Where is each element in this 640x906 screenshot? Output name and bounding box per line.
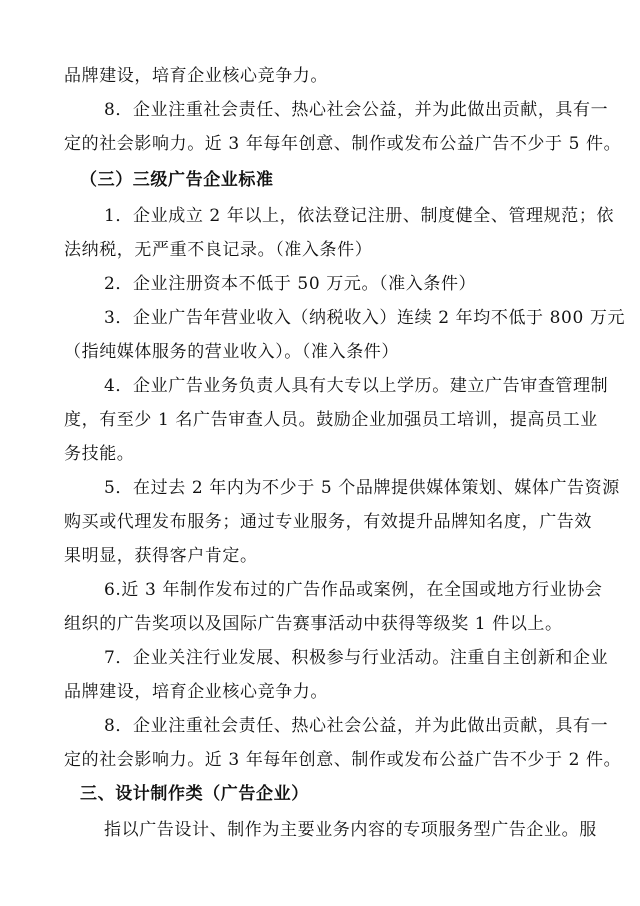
paragraph-line: 法纳税，无严重不良记录。（准入条件）	[64, 240, 373, 260]
paragraph-line: 果明显，获得客户肯定。	[64, 546, 258, 566]
paragraph-line: 8．企业注重社会责任、热心社会公益，并为此做出贡献，具有一	[104, 716, 609, 736]
paragraph-line: 购买或代理发布服务；通过专业服务，有效提升品牌知名度，广告效	[64, 512, 592, 532]
paragraph-line: 组织的广告奖项以及国际广告赛事活动中获得等级奖 1 件以上。	[64, 614, 563, 634]
section-heading: （三）三级广告企业标准	[80, 170, 274, 190]
paragraph-line: 品牌建设，培育企业核心竞争力。	[64, 682, 328, 702]
section-heading: 三、设计制作类（广告企业）	[80, 784, 309, 804]
paragraph-line: 2．企业注册资本不低于 50 万元。（准入条件）	[104, 274, 477, 294]
paragraph-line: 5．在过去 2 年内为不少于 5 个品牌提供媒体策划、媒体广告资源	[104, 478, 620, 498]
paragraph-line: 定的社会影响力。近 3 年每年创意、制作或发布公益广告不少于 2 件。	[64, 750, 622, 770]
paragraph-line: 8．企业注重社会责任、热心社会公益，并为此做出贡献，具有一	[104, 100, 609, 120]
paragraph-line: 务技能。	[64, 444, 135, 464]
paragraph-line: 4．企业广告业务负责人具有大专以上学历。建立广告审查管理制	[104, 376, 609, 396]
paragraph-line: 度，有至少 1 名广告审查人员。鼓励企业加强员工培训，提高员工业	[64, 410, 598, 430]
paragraph-line: 6.近 3 年制作发布过的广告作品或案例，在全国或地方行业协会	[104, 580, 603, 600]
paragraph-line: 指以广告设计、制作为主要业务内容的专项服务型广告企业。服	[104, 820, 597, 840]
paragraph-line: （指纯媒体服务的营业收入）。（准入条件）	[64, 342, 399, 362]
paragraph-line: 3．企业广告年营业收入（纳税收入）连续 2 年均不低于 800 万元	[104, 308, 626, 328]
paragraph-line: 品牌建设，培育企业核心竞争力。	[64, 66, 328, 86]
paragraph-line: 1．企业成立 2 年以上，依法登记注册、制度健全、管理规范；依	[104, 206, 615, 226]
paragraph-line: 定的社会影响力。近 3 年每年创意、制作或发布公益广告不少于 5 件。	[64, 134, 622, 154]
paragraph-line: 7．企业关注行业发展、积极参与行业活动。注重自主创新和企业	[104, 648, 609, 668]
